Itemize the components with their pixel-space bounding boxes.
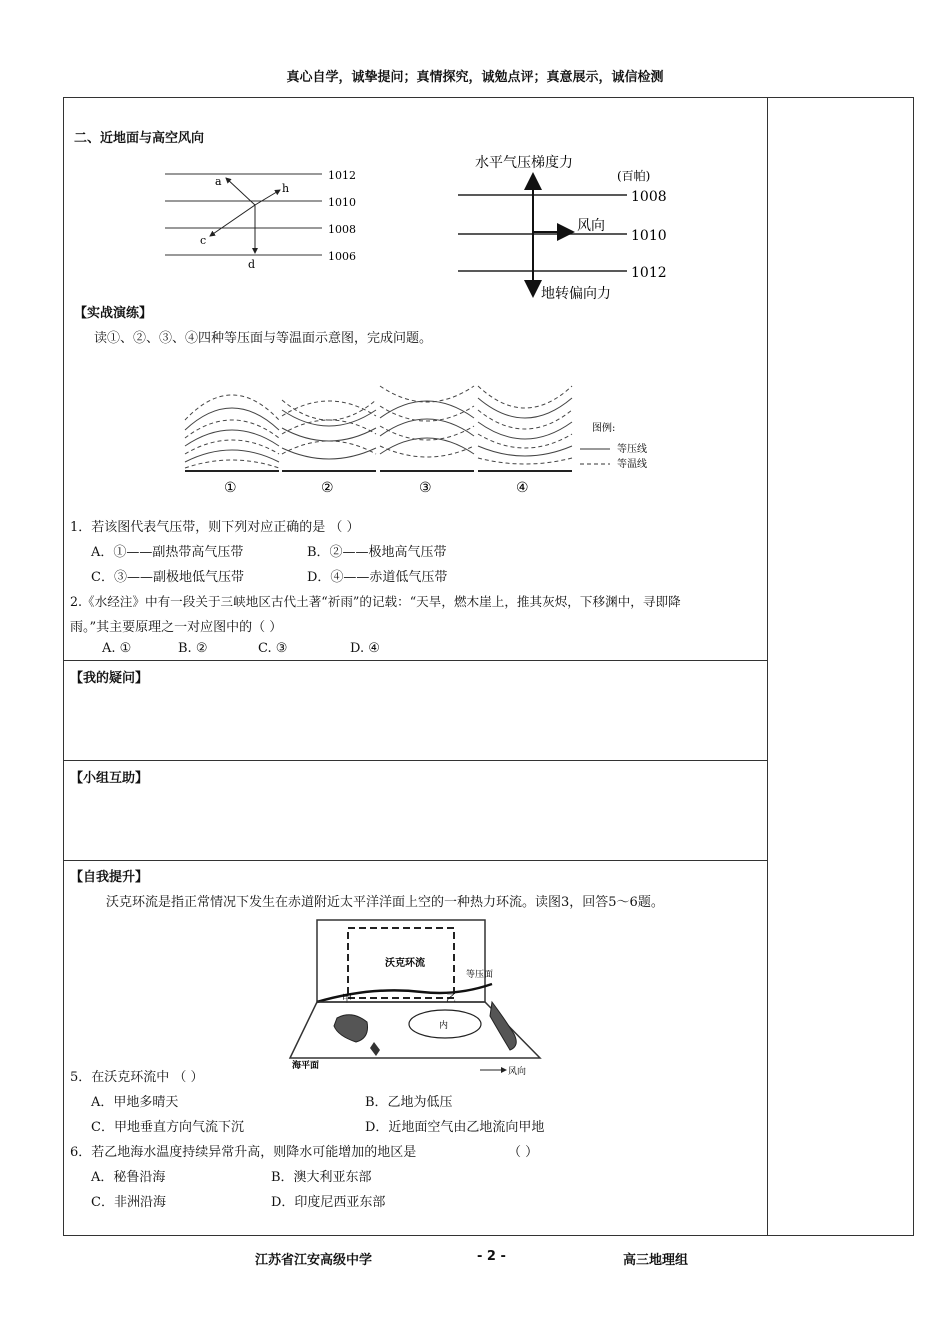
panel-4: [478, 386, 572, 471]
row-divider-2: [63, 760, 768, 761]
sea-level-label: 海平面: [292, 1061, 320, 1071]
q2-option-b: B. ②: [178, 641, 208, 656]
panel-label: ④: [516, 480, 529, 496]
isobar-surface-label: 等压面: [466, 970, 494, 980]
q1-option-b: B．②——极地高气压带: [307, 545, 447, 560]
walker-circulation-diagram: [282, 918, 557, 1080]
panel-3: [380, 386, 474, 471]
q2-option-d: D. ④: [350, 641, 380, 656]
group-help-heading: 【小组互助】: [70, 771, 149, 786]
walker-label: 沃克环流: [385, 958, 425, 969]
arrow-label: h: [282, 182, 290, 195]
q5-option-c: C．甲地垂直方向气流下沉: [91, 1120, 244, 1135]
q2-option-a: A. ①: [102, 641, 132, 656]
self-improve-heading: 【自我提升】: [70, 870, 149, 885]
practice-heading: 【实战演练】: [74, 306, 153, 321]
page-header-motto: 真心自学，诚挚提问；真情探究，诚勉点评；真意展示，诚信检测: [286, 70, 664, 85]
wind-force-balance-diagram: [455, 150, 680, 302]
arrow-h: [255, 190, 280, 205]
q1-option-a: A．①——副热带高气压带: [91, 545, 244, 560]
isobar-label: 1010: [631, 228, 667, 244]
wind-label: 风向: [577, 218, 605, 234]
my-questions-heading: 【我的疑问】: [70, 671, 149, 686]
self-improve-intro: 沃克环流是指正常情况下发生在赤道附近太平洋洋面上空的一种热力环流。读图3，回答5～6题。: [106, 895, 664, 910]
legend-dashed-label: 等温线: [617, 459, 647, 470]
q6-answer-paren: （ ）: [508, 1145, 539, 1160]
row-divider-1: [63, 660, 768, 661]
isobar-label: 1008: [328, 223, 356, 236]
footer-group: 高三地理组: [623, 1253, 689, 1268]
row-divider-3: [63, 860, 768, 861]
table-column-divider: [767, 97, 768, 1235]
q1-option-d: D．④——赤道低气压带: [307, 570, 448, 585]
pressure-gradient-label: 水平气压梯度力: [475, 155, 573, 171]
q2-stem-line1: 2.《水经注》中有一段关于三峡地区古代土著“祈雨”的记载：“天旱，燃木崖上，推其灰烬，下移渊中，寻即降: [70, 594, 681, 609]
q6-option-d: D．印度尼西亚东部: [271, 1195, 386, 1210]
q6-option-b: B．澳大利亚东部: [271, 1170, 372, 1185]
q5-option-a: A．甲地多晴天: [91, 1095, 179, 1110]
isobar-label: 1008: [631, 189, 667, 205]
nei-label: 内: [439, 1021, 449, 1031]
isobar-label: 1012: [631, 265, 667, 281]
jia-label: 甲: [342, 994, 352, 1005]
panel-label: ①: [224, 480, 237, 496]
q5-stem: 5．在沃克环流中 （ ）: [70, 1070, 204, 1085]
arrow-label: d: [248, 258, 256, 270]
isobar-label: 1010: [328, 196, 356, 209]
footer-school: 江苏省江安高级中学: [255, 1253, 373, 1268]
section-title: 二、近地面与高空风向: [74, 131, 205, 146]
q5-option-b: B．乙地为低压: [365, 1095, 453, 1110]
panel-2: [282, 400, 376, 471]
q2-option-c: C. ③: [258, 641, 288, 656]
panel-1: [185, 395, 279, 471]
panel-label: ②: [321, 480, 334, 496]
yi-label: 乙: [446, 994, 456, 1005]
q6-stem: 6．若乙地海水温度持续异常升高，则降水可能增加的地区是: [70, 1145, 417, 1160]
footer-page-number: - 2 -: [477, 1249, 506, 1264]
coriolis-label: 地转偏向力: [541, 286, 611, 302]
arrow-label: c: [200, 234, 207, 247]
legend-solid-label: 等压线: [617, 444, 647, 455]
wind-legend-label: 风向: [508, 1067, 527, 1077]
legend-title: 图例:: [592, 423, 616, 434]
arrow-c: [210, 205, 255, 236]
isobar-force-diagram: [160, 160, 370, 270]
arrow-label: a: [215, 175, 222, 188]
isobar-label: 1012: [328, 169, 356, 182]
practice-intro: 读①、②、③、④四种等压面与等温面示意图，完成问题。: [94, 331, 433, 346]
q6-option-c: C．非洲沿海: [91, 1195, 166, 1210]
q6-option-a: A．秘鲁沿海: [91, 1170, 166, 1185]
q1-option-c: C．③——副极地低气压带: [91, 570, 244, 585]
q5-option-d: D．近地面空气由乙地流向甲地: [365, 1120, 545, 1135]
q2-stem-line2: 雨。”其主要原理之一对应图中的（ ）: [70, 620, 283, 635]
unit-label: (百帕): [617, 169, 651, 183]
q1-stem: 1．若该图代表气压带，则下列对应正确的是 （ ）: [70, 520, 360, 535]
isobar-label: 1006: [328, 250, 356, 263]
isobaric-isothermal-panels: [180, 378, 660, 498]
panel-label: ③: [419, 480, 432, 496]
